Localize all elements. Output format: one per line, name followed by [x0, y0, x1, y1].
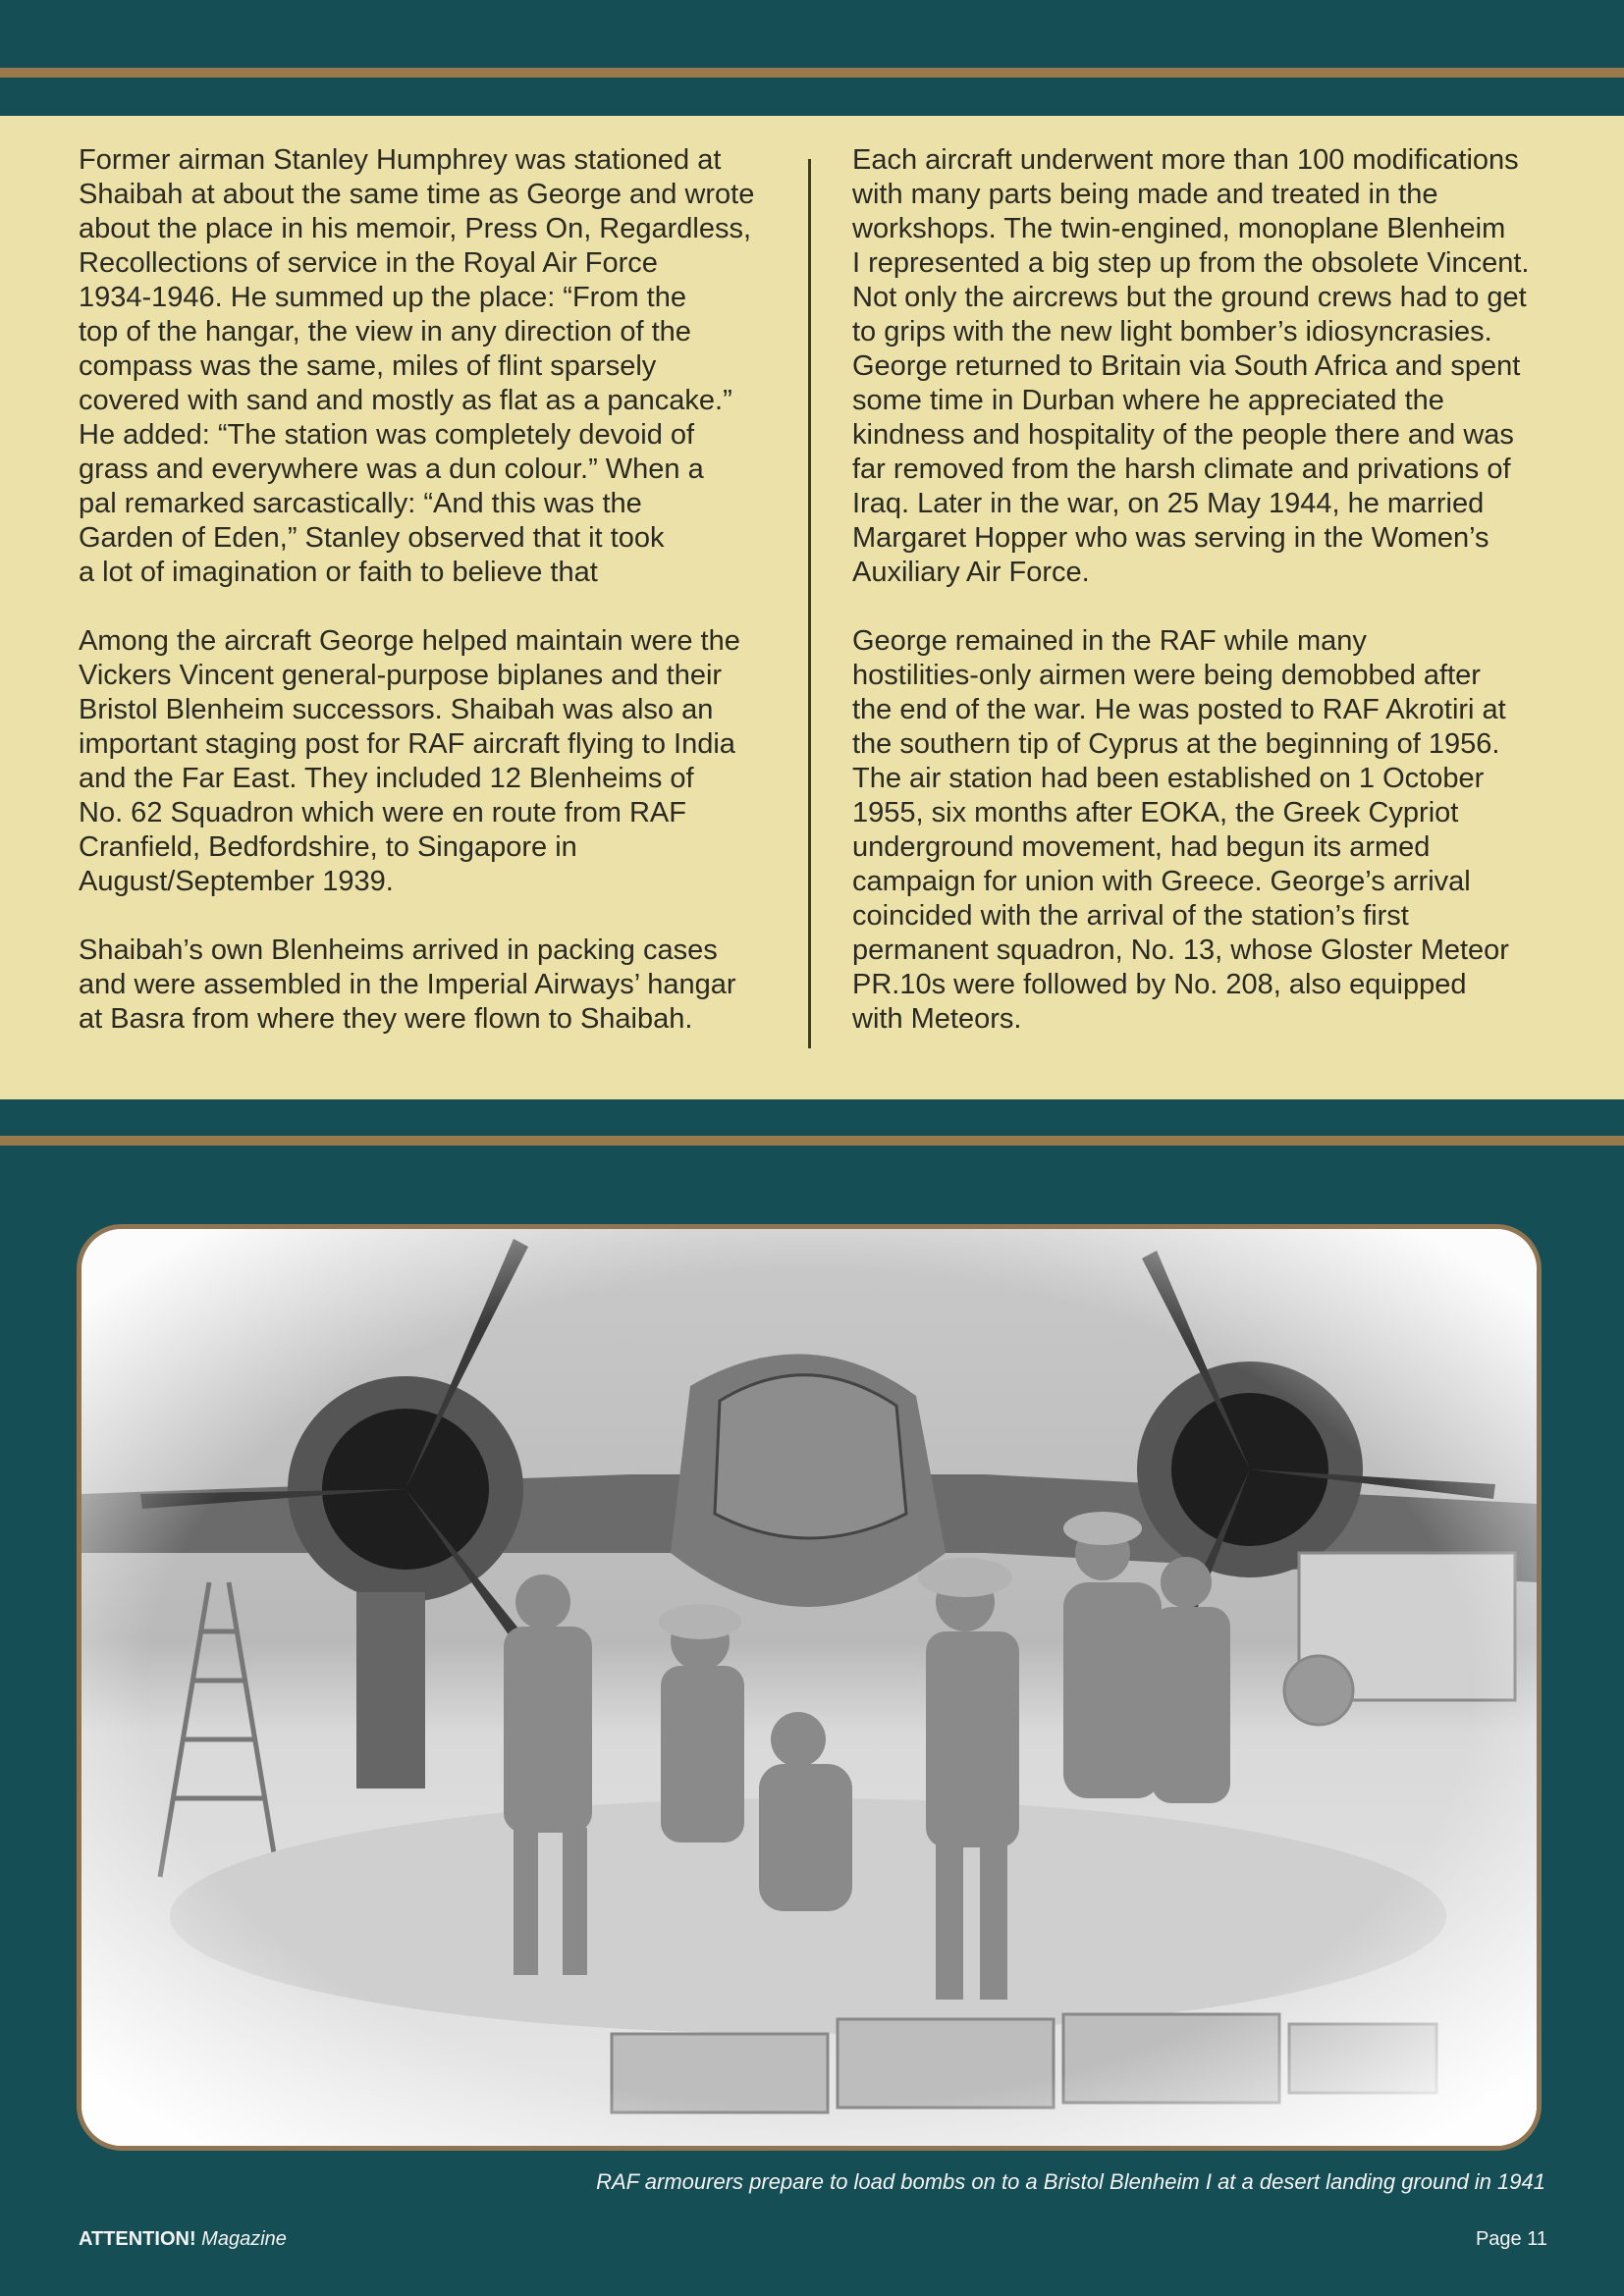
brand-name: ATTENTION!	[79, 2228, 196, 2250]
photo-caption: RAF armourers prepare to load bombs on to a Bristol Blenheim I at a desert landing ground in 1941	[596, 2169, 1545, 2194]
blenheim-photo	[81, 1229, 1537, 2146]
page-number: Page 11	[1475, 2228, 1547, 2250]
paragraph: Former airman Stanley Humphrey was stationed at Shaibah at about the same time as George and wrote about the place in his memoir, Press On, Regardless, Recollections of service in the Royal Air Force 1934-1946. He summed up the place: “From the top of the hangar, the view in any direction of the compass was the same, miles of flint sparsely covered with sand and mostly as flat as a pancake.” He added: “The station was completely devoid of grass and everywhere was a dun colour.” When a pal remarked sarcastically: “And this was the Garden of Eden,” Stanley observed that it took a lot of imagination or faith to believe that	[79, 144, 755, 588]
article-left-column	[79, 143, 785, 1071]
middle-accent-stripe	[0, 1136, 1624, 1146]
brand-suffix: Magazine	[201, 2228, 287, 2250]
photo-frame	[77, 1224, 1542, 2151]
paragraph: Each aircraft underwent more than 100 modifications with many parts being made and treated in the workshops. The twin-engined, monoplane Blenheim I represented a big step up from the obsolete Vincent. Not only the aircrews but the ground crews had to get to grips with the new light bomber’s idiosyncrasies. George returned to Britain via South Africa and spent some time in Durban where he appreciated the kindness and hospitality of the people there and was far removed from the harsh climate and privations of Iraq. Later in the war, on 25 May 1944, he married Margaret Hopper who was serving in the Women’s Auxiliary Air Force.	[852, 144, 1530, 588]
article-panel	[0, 116, 1624, 1099]
column-divider	[808, 159, 811, 1048]
paragraph: Among the aircraft George helped maintain were the Vickers Vincent general-purpose biplanes and their Bristol Blenheim successors. Shaibah was also an important staging post for RAF aircraft flying to India and the Far East. They included 12 Blenheims of No. 62 Squadron which were en route from RAF Cranfield, Bedfordshire, to Singapore in August/September 1939.	[79, 625, 740, 897]
paragraph: Shaibah’s own Blenheims arrived in packing cases and were assembled in the Imperial Airways’ hangar at Basra from where they were flown to Shaibah.	[79, 934, 736, 1035]
article-right-column	[852, 143, 1559, 1071]
top-accent-stripe	[0, 68, 1624, 78]
paragraph: George remained in the RAF while many hostilities-only airmen were being demobbed after the end of the war. He was posted to RAF Akrotiri at the southern tip of Cyprus at the beginning of 1956. The air station had been established on 1 October 1955, six months after EOKA, the Greek Cypriot underground movement, had begun its armed campaign for union with Greece. George’s arrival coincided with the arrival of the station’s first permanent squadron, No. 13, whose Gloster Meteor PR.10s were followed by No. 208, also equipped with Meteors.	[852, 625, 1509, 1035]
footer-brand	[79, 2228, 287, 2251]
